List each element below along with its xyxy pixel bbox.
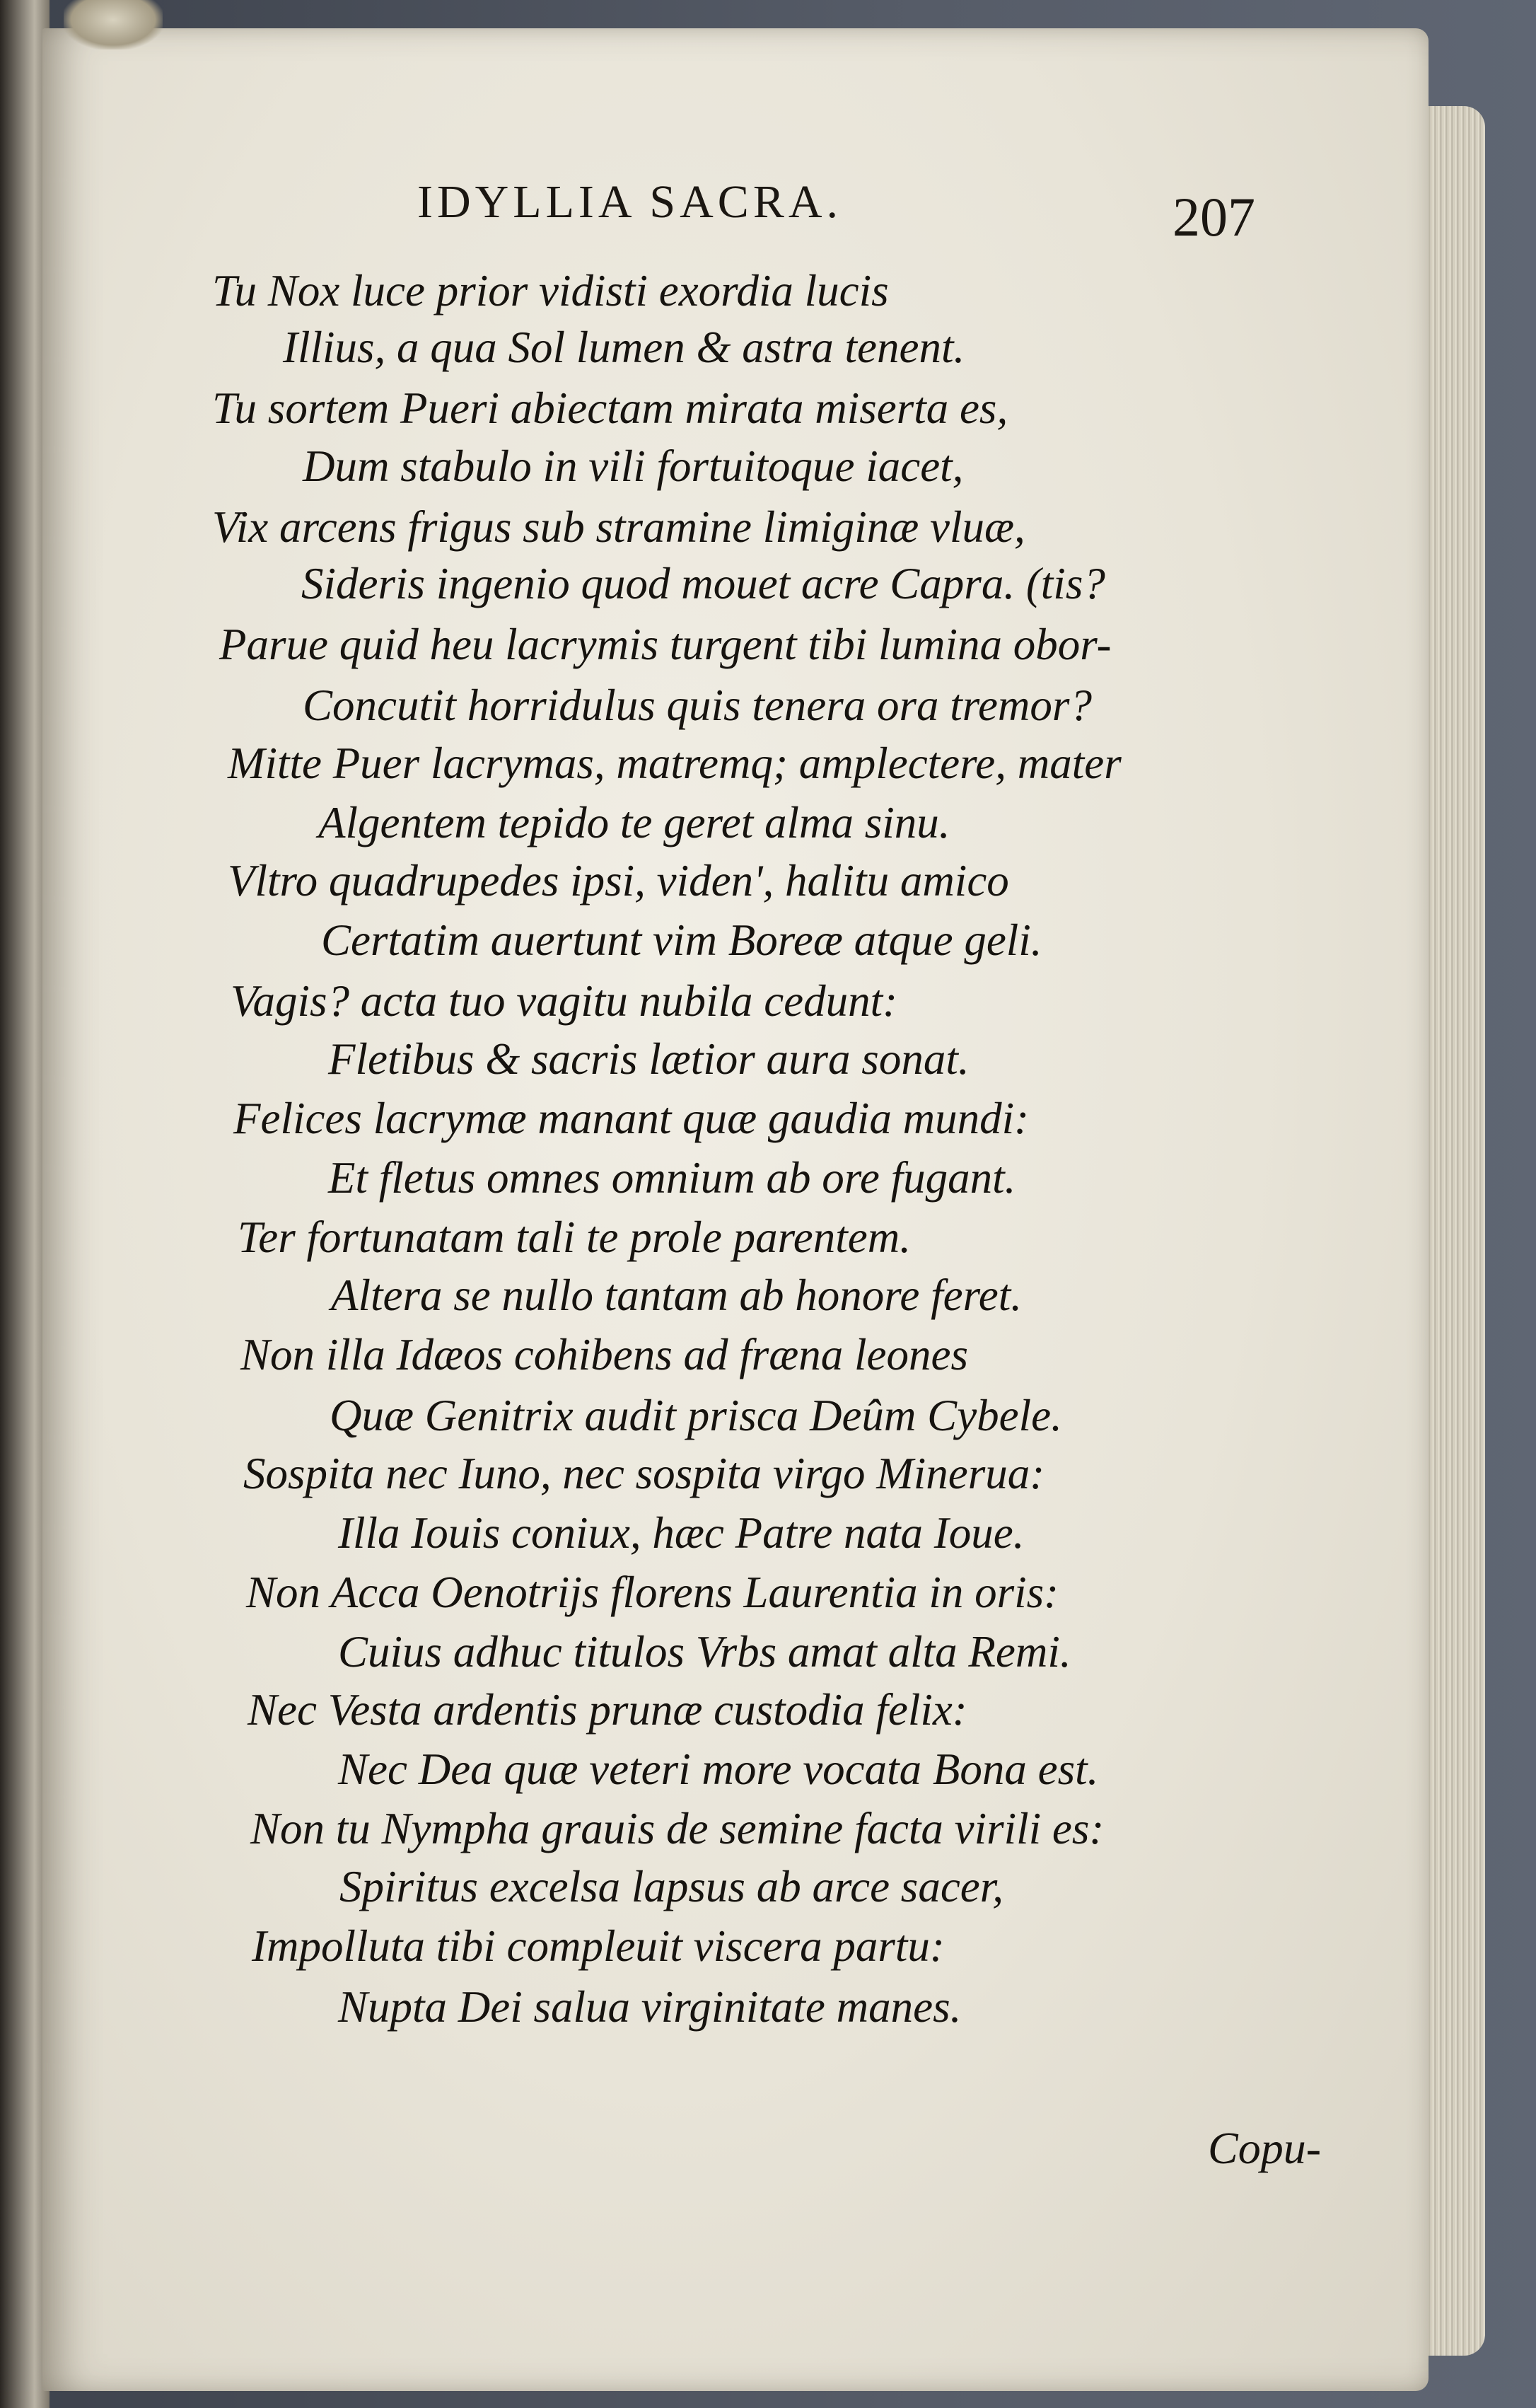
verse-line: Non Acca Oenotrijs florens Laurentia in oris:: [246, 1568, 1059, 1617]
verse-line: Sospita nec Iuno, nec sospita virgo Minerua:: [243, 1449, 1045, 1498]
verse-line: Tu Nox luce prior vidisti exordia lucis: [212, 266, 889, 316]
verse-line: Non illa Idæos cohibens ad fræna leones: [240, 1330, 968, 1379]
verse-line: Altera se nullo tantam ab honore feret.: [331, 1270, 1022, 1320]
verse-line: Algentem tepido te geret alma sinu.: [318, 798, 950, 847]
verse-line: Et fletus omnes omnium ab ore fugant.: [328, 1153, 1016, 1203]
running-header: IDYLLIA SACRA.: [417, 176, 843, 228]
verse-line: Vltro quadrupedes ipsi, viden', halitu amico: [228, 856, 1009, 905]
verse-line: Nupta Dei salua virginitate manes.: [338, 1982, 962, 2032]
verse-line: Sideris ingenio quod mouet acre Capra. (tis?: [301, 559, 1105, 608]
verse-line: Tu sortem Pueri abiectam mirata miserta es,: [212, 383, 1008, 433]
verse-line: Ter fortunatam tali te prole parentem.: [238, 1212, 911, 1262]
page-number: 207: [1173, 186, 1255, 248]
verse-line: Dum stabulo in vili fortuitoque iacet,: [303, 441, 964, 491]
verse-line: Spiritus excelsa lapsus ab arce sacer,: [339, 1862, 1004, 1911]
book-page: [42, 28, 1429, 2391]
verse-line: Concutit horridulus quis tenera ora tremor?: [303, 681, 1092, 730]
verse-line: Felices lacrymæ manant quæ gaudia mundi:: [233, 1094, 1030, 1143]
verse-line: Impolluta tibi compleuit viscera partu:: [252, 1921, 945, 1971]
verse-line: Non tu Nympha grauis de semine facta virili es:: [250, 1804, 1105, 1853]
verse-line: Vagis? acta tuo vagitu nubila cedunt:: [231, 976, 898, 1026]
verse-line: Nec Dea quæ veteri more vocata Bona est.: [338, 1744, 1099, 1794]
verse-line: Fletibus & sacris lætior aura sonat.: [328, 1034, 970, 1084]
verse-line: Nec Vesta ardentis prunæ custodia felix:: [248, 1685, 967, 1735]
verse-line: Quæ Genitrix audit prisca Deûm Cybele.: [330, 1391, 1062, 1440]
catchword: Copu-: [1208, 2123, 1321, 2173]
verse-line: Vix arcens frigus sub stramine limiginæ vluæ,: [212, 502, 1025, 552]
verse-line: Parue quid heu lacrymis turgent tibi lumina obor-: [219, 620, 1112, 669]
verse-line: Illa Iouis coniux, hæc Patre nata Ioue.: [338, 1508, 1025, 1558]
verse-line: Cuius adhuc titulos Vrbs amat alta Remi.: [338, 1627, 1071, 1677]
verse-line: Certatim auertunt vim Boreæ atque geli.: [321, 915, 1042, 965]
verse-line: Illius, a qua Sol lumen & astra tenent.: [283, 323, 965, 372]
verse-line: Mitte Puer lacrymas, matremq; amplectere, mater: [228, 739, 1122, 788]
bookmark-ribbon: [64, 0, 163, 50]
